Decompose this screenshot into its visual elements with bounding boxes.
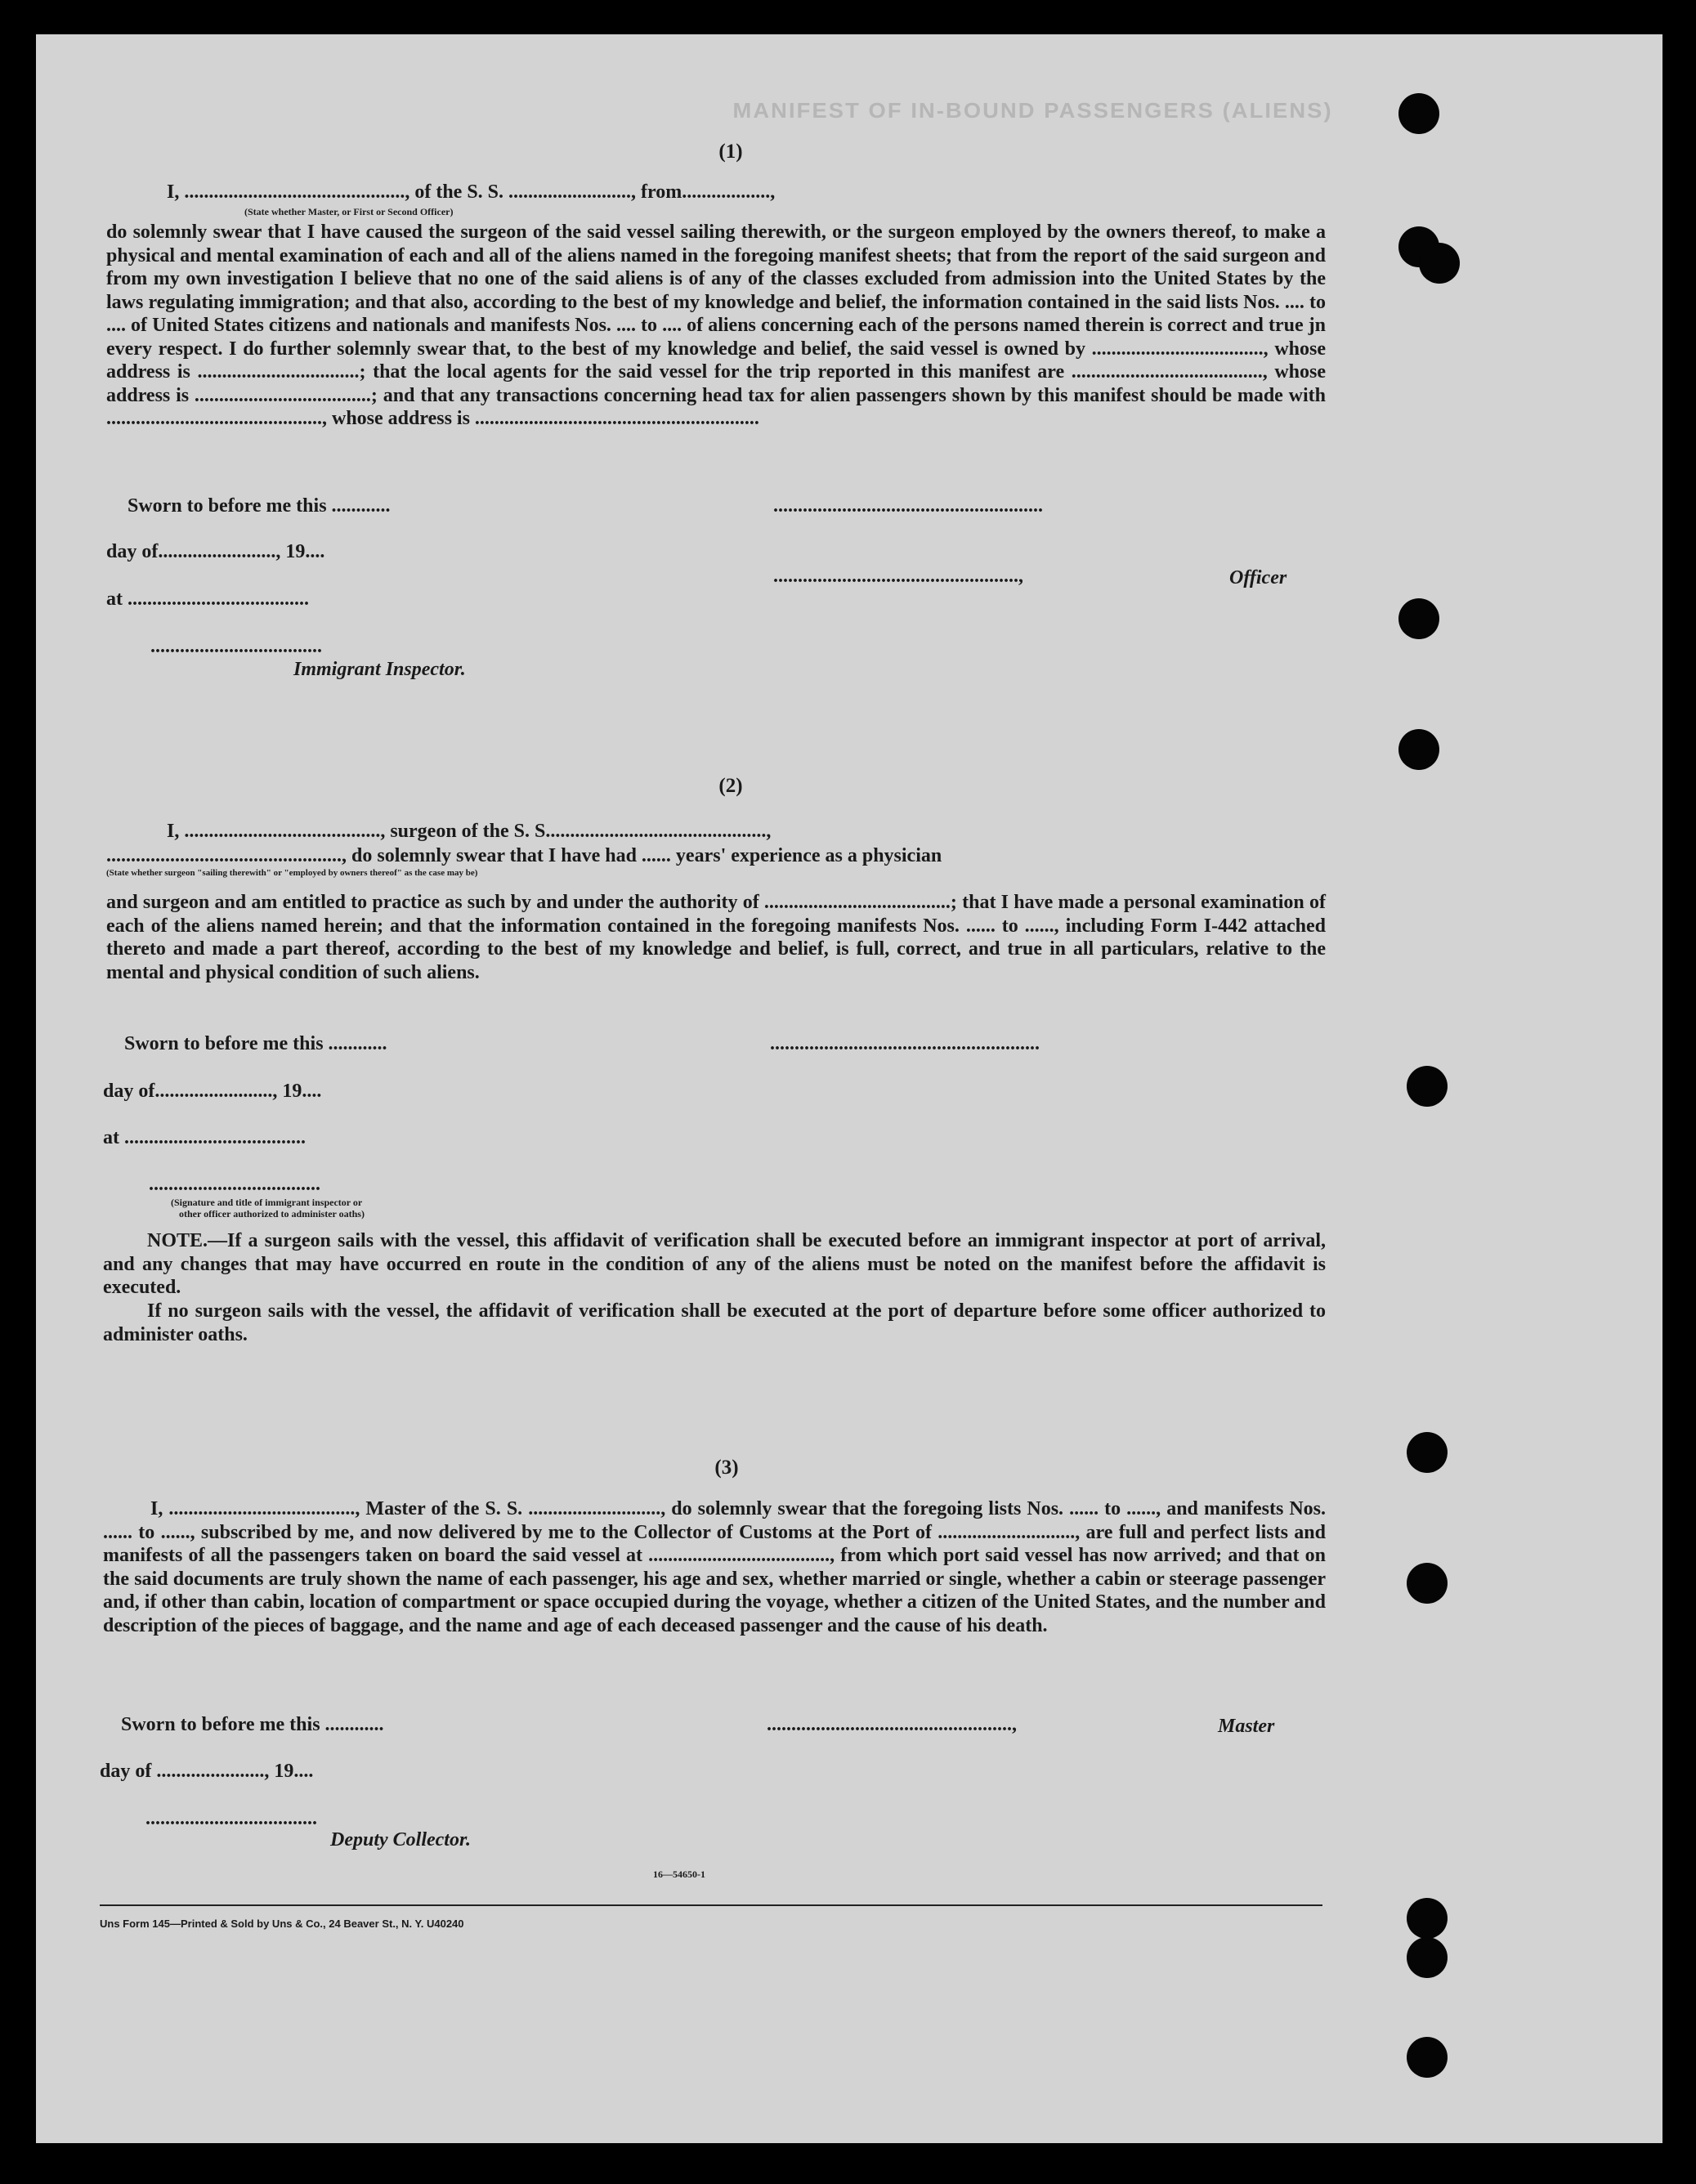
section-3-sworn: Sworn to before me this ............: [121, 1714, 384, 1735]
section-1-paragraph: do solemnly swear that I have caused the surgeon of the said vessel sailing therewith, or the surgeon employed by the owners thereof, to make a physical and mental examination of each and all of the aliens named in the foregoing manifest sheets; that from the report of the said surgeon and from my own investigation I believe that no one of the said aliens is of any of the classes excluded from admission into the United States by the laws regulating immigration; and that also, according to the best of my knowledge and belief, the information contained in the said lists Nos. .... to .... of United States citizens and nationals and manifests Nos. .... to .... of aliens concerning each of the persons named therein is correct and true jn every respect. I do further solemnly swear that, to the best of my knowledge and belief, the said vessel is owned by ..................................., whose address is .................................; that the local agents for the said vessel for the trip reported in this manifest are ......................................., whose address is ....................................; and that any transactions concerning head tax for alien passengers shown by this manifest should be made with ............................................, whose address is ..........................................................: [106, 222, 1326, 429]
section-1-number: (1): [718, 141, 743, 163]
section-3-collector-dots: ...................................: [145, 1808, 317, 1829]
binder-hole-icon: [1407, 1563, 1448, 1604]
section-3-master-title: Master: [1218, 1716, 1275, 1737]
section-2-caption: (State whether surgeon "sailing therewith" or "employed by owners thereof" as the case may be): [106, 868, 478, 878]
section-2-signature-caption-dots: ...................................: [149, 1174, 320, 1195]
section-3-number: (3): [714, 1457, 739, 1479]
section-1-inspector-title: Immigrant Inspector.: [293, 659, 466, 680]
section-2-sworn: Sworn to before me this ............: [124, 1033, 387, 1054]
section-2-second-line: ................................................, do solemnly swear that I have had ...... years' experience as a physician: [106, 845, 942, 866]
section-1-opening-line: I, ............................................., of the S. S. ........................., from..................,: [167, 181, 776, 203]
binder-hole-icon: [1407, 1898, 1448, 1939]
section-2-note-2: If no surgeon sails with the vessel, the affidavit of verification shall be executed at the port of departure before some officer authorized to administer oaths.: [103, 1300, 1326, 1345]
section-2-paragraph: and surgeon and am entitled to practice as such by and under the authority of ......................................; that I have made a personal examination of each of the aliens named herein; and that the information contained in the foregoing manifests Nos. ...... to ......, including Form I-442 attached thereto and made a part thereof, according to the best of my knowledge and belief, is full, correct, and true in all particulars, relative to the mental and physical condition of such aliens.: [106, 892, 1326, 983]
binder-hole-icon: [1407, 1937, 1448, 1978]
binder-hole-icon: [1419, 243, 1460, 284]
binder-hole-icon: [1398, 93, 1439, 134]
binder-hole-icon: [1407, 1066, 1448, 1107]
section-3-day: day of ......................, 19....: [100, 1761, 314, 1782]
section-1-officer-dots: ..................................................,: [773, 566, 1023, 587]
binder-hole-icon: [1398, 729, 1439, 770]
footer-rule: [100, 1904, 1322, 1906]
form-code: 16—54650-1: [653, 1868, 705, 1880]
section-2-signature-caption-1: (Signature and title of immigrant inspector or: [171, 1197, 363, 1208]
section-1-caption: (State whether Master, or First or Second Officer): [244, 206, 454, 217]
section-2-number: (2): [718, 775, 743, 797]
bleed-through-header: MANIFEST OF IN-BOUND PASSENGERS (ALIENS): [732, 98, 1333, 123]
section-1-signature-dots: .......................................................: [773, 495, 1043, 517]
section-2-day: day of........................, 19....: [103, 1081, 322, 1102]
section-2-signature-caption-2: other officer authorized to administer oaths): [179, 1208, 365, 1220]
section-1-officer-title: Officer: [1229, 567, 1287, 589]
binder-hole-icon: [1398, 598, 1439, 639]
section-2-opening-line: I, ........................................, surgeon of the S. S.............................................,: [167, 821, 772, 842]
form-page: [36, 34, 1662, 2143]
section-1-day: day of........................, 19....: [106, 541, 325, 562]
binder-hole-icon: [1407, 2037, 1448, 2078]
section-1-sworn: Sworn to before me this ............: [128, 495, 391, 517]
section-1-inspector-dots: ...................................: [150, 636, 322, 657]
section-2-note-1: NOTE.—If a surgeon sails with the vessel, this affidavit of verification shall be executed before an immigrant inspector at port of arrival, and any changes that may have occurred en route in the condition of any of the aliens must be noted on the manifest before the affidavit is executed.: [103, 1230, 1326, 1298]
section-1-at: at .....................................: [106, 589, 309, 610]
section-3-collector-title: Deputy Collector.: [330, 1829, 471, 1851]
section-2-at: at .....................................: [103, 1127, 306, 1148]
footer-printer-line: Uns Form 145—Printed & Sold by Uns & Co., 24 Beaver St., N. Y. U40240: [100, 1918, 464, 1930]
section-3-paragraph: I, ......................................, Master of the S. S. ..........................., do solemnly swear that the foregoing lists Nos. ...... to ......, and manifests Nos. ...... to ......, subscribed by me, and now delivered by me to the Collector of Customs at the Port of ............................, are full and perfect lists and manifests of all the passengers taken on board the said vessel at ....................................., from which port said vessel has now arrived; and that on the said documents are truly shown the name of each passenger, his age and sex, whether married or single, whether a cabin or steerage passenger and, if other than cabin, location of compartment or space occupied during the voyage, whether a citizen of the United States, and the number and description of the pieces of baggage, and the name and age of each deceased passenger and the cause of his death.: [103, 1498, 1326, 1636]
section-2-signature-dots: .......................................................: [770, 1033, 1040, 1054]
section-3-master-dots: ..................................................,: [767, 1714, 1017, 1735]
